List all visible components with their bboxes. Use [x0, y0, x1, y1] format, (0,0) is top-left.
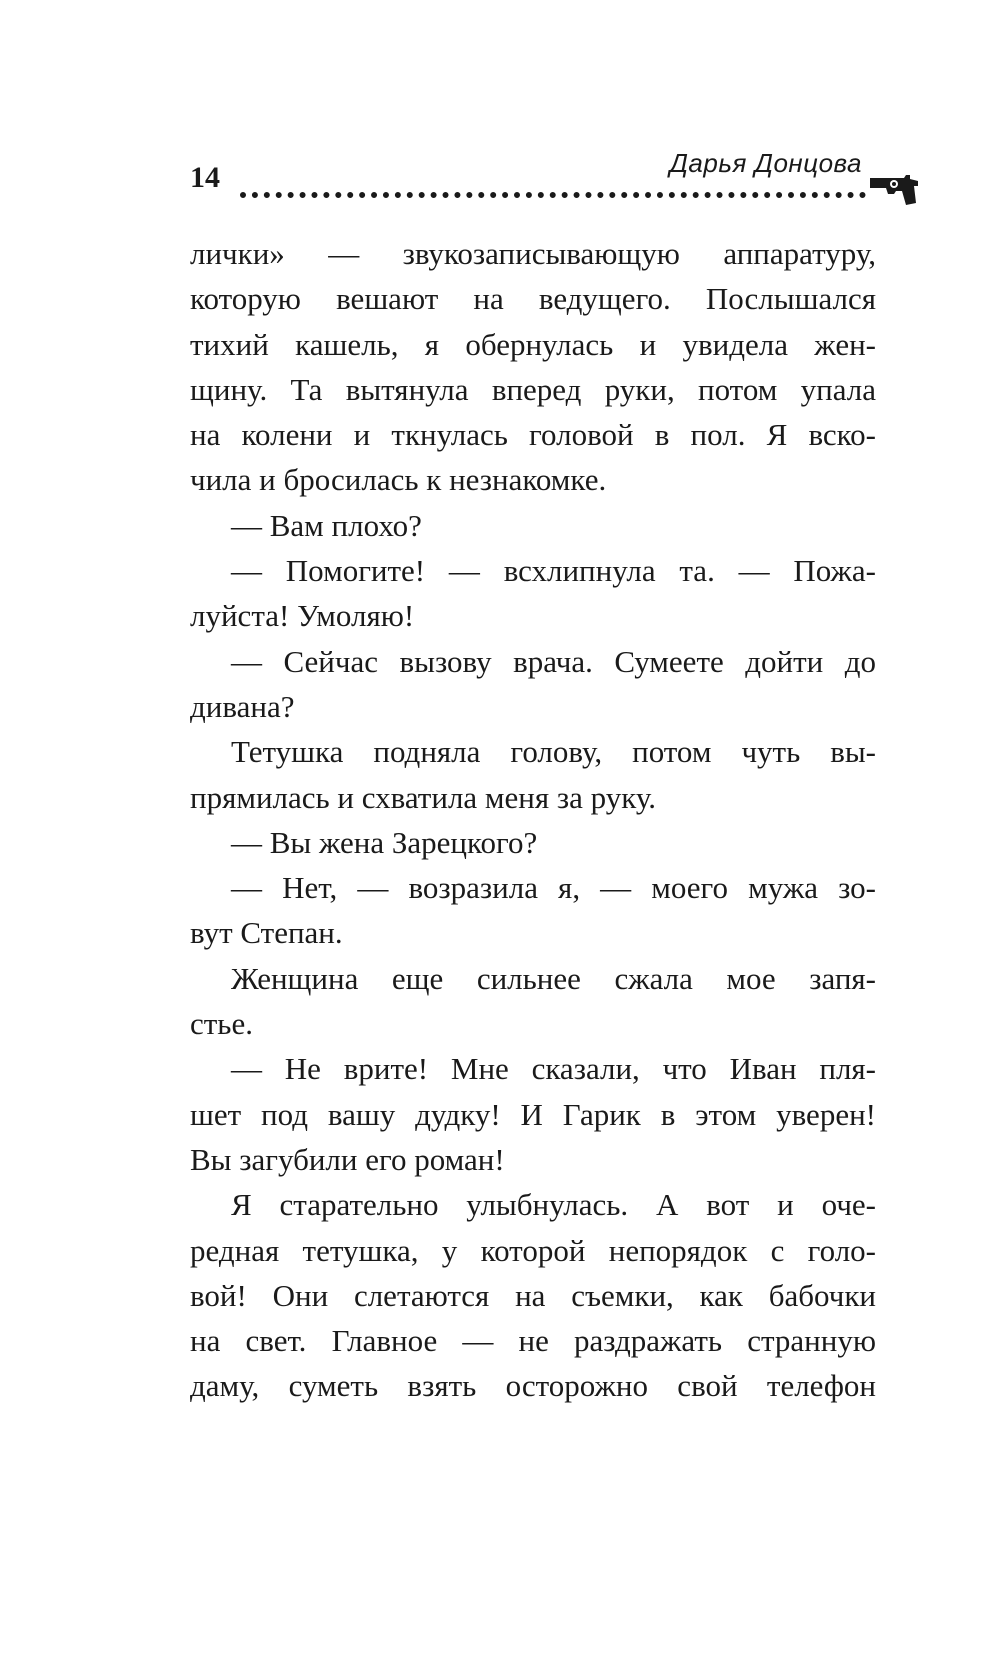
page-text: [190, 231, 876, 1409]
text-line: стье.: [190, 1006, 253, 1042]
text-line: Вы загубили его роман!: [190, 1141, 505, 1177]
text-line: на колени и ткнулась головой в пол. Я вско-: [190, 417, 876, 453]
text-line: — Вам плохо?: [231, 507, 422, 543]
text-line: даму, суметь взять осторожно свой телефон: [190, 1368, 876, 1404]
text-line: Тетушка подняла голову, потом чуть вы-: [231, 734, 876, 770]
text-line: прямилась и схватила меня за руку.: [190, 779, 657, 815]
revolver-icon: [868, 172, 920, 206]
text-line: вой! Они слетаются на съемки, как бабочки: [190, 1277, 876, 1313]
text-line: луйста! Умоляю!: [190, 598, 415, 634]
text-line: Я старательно улыбнулась. А вот и оче-: [231, 1187, 876, 1223]
running-author: Дарья Донцова: [669, 148, 862, 178]
page-number: 14: [190, 161, 220, 194]
text-line: дивана?: [190, 688, 295, 724]
text-line: тихий кашель, я обернулась и увидела жен-: [190, 326, 876, 362]
running-header: [190, 148, 920, 208]
text-line: — Не врите! Мне сказали, что Иван пля-: [231, 1051, 876, 1087]
text-line: редная тетушка, у которой непорядок с голо-: [190, 1232, 876, 1268]
text-line: которую вешают на ведущего. Послышался: [190, 281, 876, 317]
text-line: на свет. Главное — не раздражать странную: [190, 1323, 876, 1359]
text-line: — Вы жена Зарецкого?: [231, 824, 538, 860]
text-line: — Помогите! — всхлипнула та. — Пожа-: [231, 553, 876, 589]
text-line: шет под вашу дудку! И Гарик в этом уверен!: [190, 1096, 876, 1132]
text-line: чила и бросилась к незнакомке.: [190, 462, 607, 498]
text-line: вут Степан.: [190, 915, 343, 951]
text-line: лички» — звукозаписывающую аппаратуру,: [190, 236, 876, 271]
text-line: Женщина еще сильнее сжала мое запя-: [231, 960, 876, 996]
dotted-leader: [240, 192, 866, 198]
text-line: — Нет, — возразила я, — моего мужа зо-: [231, 870, 876, 906]
text-line: — Сейчас вызову врача. Сумеете дойти до: [231, 643, 876, 679]
text-line: щину. Та вытянула вперед руки, потом упала: [190, 371, 876, 407]
